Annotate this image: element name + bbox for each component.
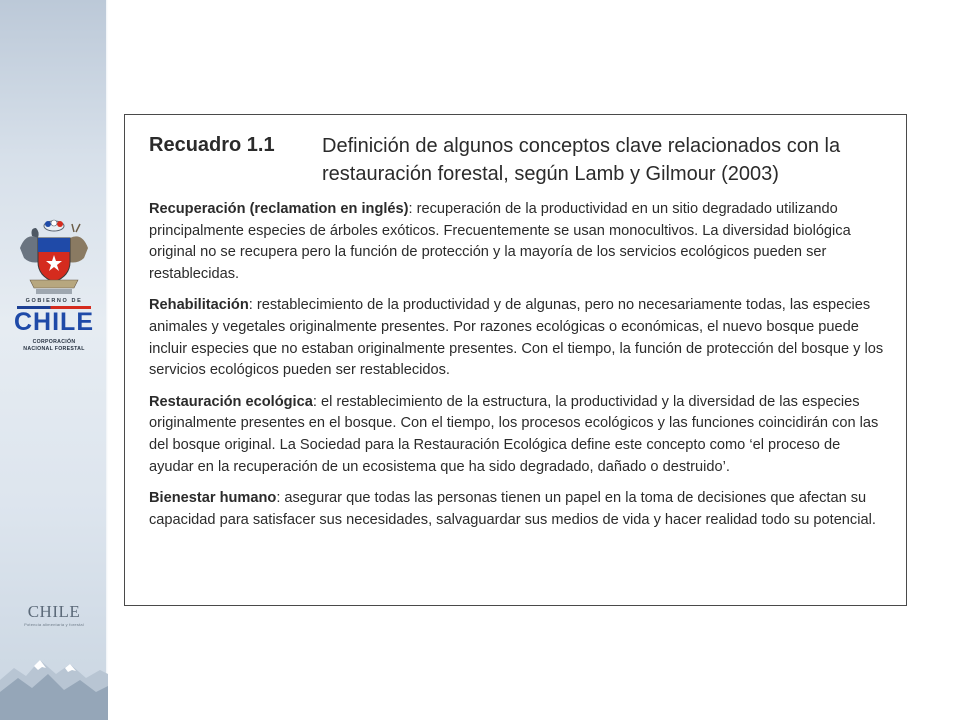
definitions-list xyxy=(149,199,884,531)
government-label: GOBIERNO DE xyxy=(25,298,83,304)
definition-bienestar-humano xyxy=(149,488,884,531)
definition-restauracion-ecologica xyxy=(149,392,884,478)
brand-word: CHILE xyxy=(27,602,81,621)
country-brand-logo xyxy=(0,602,108,627)
brand-tagline: Potencia alimentaria y forestal xyxy=(24,622,84,627)
definition-text: : recuperación de la productividad en un sitio degradado utilizando principalmente especies de árboles exóticos. Frecuentemente se usan monocultivos. La diversidad biológica original no se recupera pero la función de protección y la mayoría de los servicios ecológicos pueden ser restablecidas. xyxy=(149,201,851,282)
chile-logo-text: CHILE xyxy=(14,308,94,336)
definition-term: Recuperación (reclamation en inglés) xyxy=(149,201,409,217)
definition-term: Rehabilitación xyxy=(149,297,249,314)
sidebar xyxy=(0,0,108,720)
agency-line-1: CORPORACIÓN xyxy=(32,339,76,345)
box-label: Recuadro 1.1 xyxy=(149,134,275,156)
definition-text: : restablecimiento de la productividad y de algunas, pero no necesariamente todas, las especies animales y vegetales originalmente presentes. Por razones ecológicas o económicas, el nuevo bosque puede incluir especies que no estaban originalmente presentes. Con el tiempo, la función de protección del bosque y los servicios ecológicos pueden ser restablecidos. xyxy=(149,297,884,379)
box-title: Definición de algunos conceptos clave relacionados con la restauración forestal, según Lamb y Gilmour (2003) xyxy=(322,135,841,185)
definition-text: : el restablecimiento de la estructura, la productividad y la diversidad de las especies originalmente presentes en el bosque. Con el tiempo, los procesos ecológicos y las funciones coincidirán con las del bosque original. La Sociedad para la Restauración Ecológica define este concepto como ‘el proceso de ayudar en la recuperación de un ecosistema que ha sido degradado, dañado o destruido’. xyxy=(149,393,879,475)
definition-term: Bienestar humano xyxy=(149,490,277,507)
definitions-box xyxy=(124,114,907,606)
definition-rehabilitacion xyxy=(149,295,884,381)
mountains-icon xyxy=(0,640,108,720)
box-header xyxy=(149,132,884,188)
definition-recuperacion xyxy=(149,199,884,285)
definition-text: : asegurar que todas las personas tienen un papel en la toma de decisiones que afectan su capacidad para satisfacer sus necesidades, salvaguardar sus medios de vida y hacer realidad todo su potencial. xyxy=(149,490,876,528)
agency-line-2: NACIONAL FORESTAL xyxy=(23,346,85,352)
coat-of-arms-icon xyxy=(0,218,108,298)
definition-term: Restauración ecológica xyxy=(149,393,313,410)
agency-name xyxy=(0,339,108,353)
